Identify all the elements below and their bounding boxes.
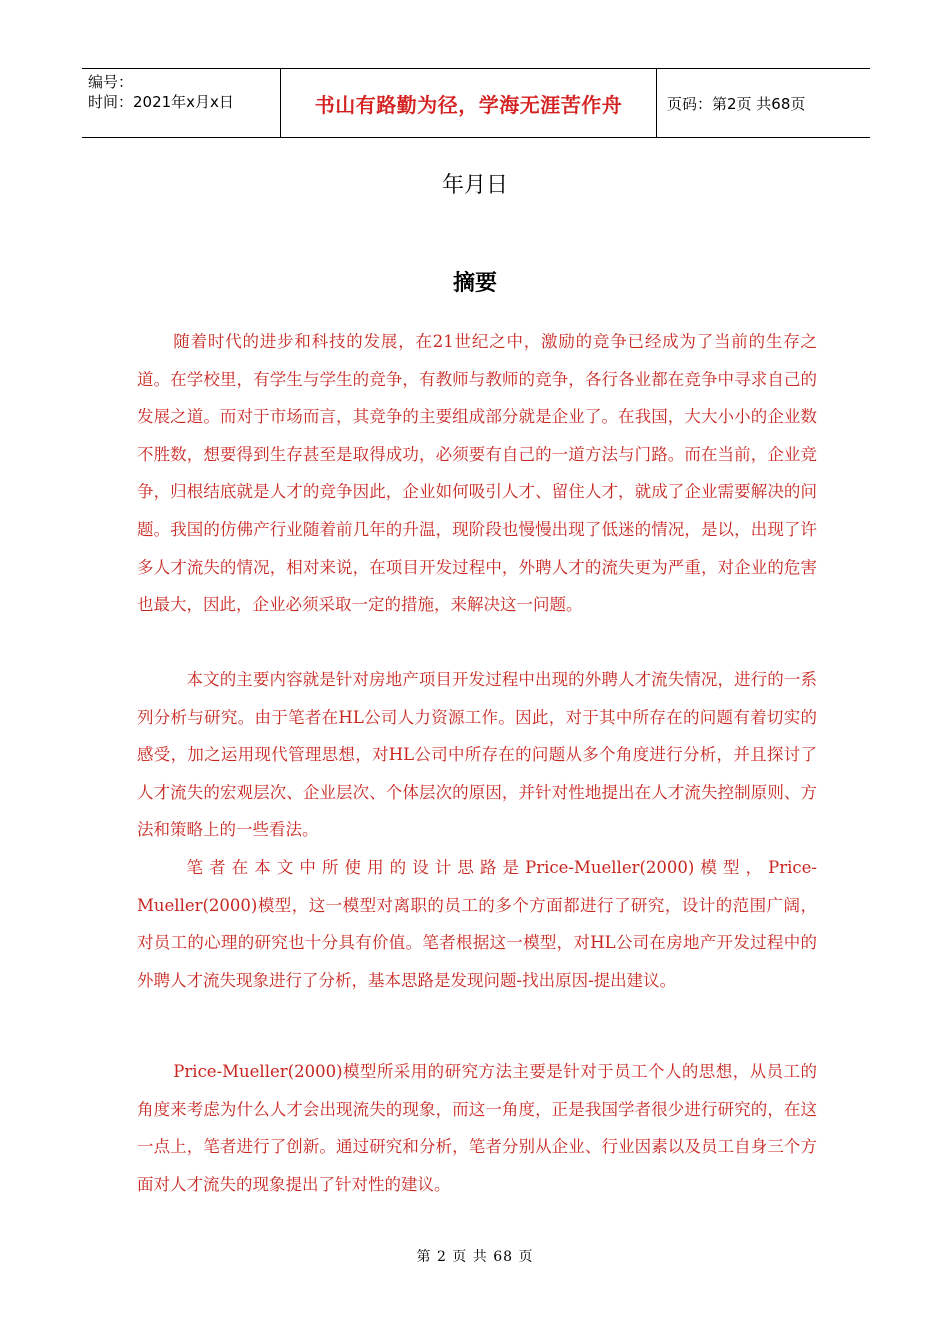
abstract-paragraph (137, 1053, 817, 1203)
header-motto: 书山有路勤为径，学海无涯苦作舟 (281, 69, 657, 137)
abstract-title: 摘要 (452, 271, 497, 296)
abstract-paragraph (137, 661, 817, 849)
number-label: 编号： (88, 73, 134, 91)
abstract-paragraph (137, 323, 817, 624)
paragraph-text: 随着时代的进步和科技的发展，在21世纪之中，激励的竞争已经成为了当前的生存之道。在学校里，有学生与学生的竞争，有教师与教师的竞争，各行各业都在竞争中寻求自己的发展之道。而对于市场而言，其竞争的主要组成部分就是企业了。在我国，大大小小的企业数不胜数，想要得到生存甚至是取得成功，必须要有自己的一道方法与门路。而在当前，企业竞争，归根结底就是人才的竞争因此，企业如何吸引人才、留住人才，就成了企业需要解决的问题。我国的仿佛产行业随着前几年的升温，现阶段也慢慢出现了低迷的情况，是以，出现了许多人才流失的情况，相对来说，在项目开发过程中，外聘人才的流失更为严重，对企业的危害也最大，因此，企业必须采取一定的措施，来解决这一问题。 (137, 332, 817, 615)
header-meta (82, 69, 281, 137)
header-page-info: 页码：第2页 共68页 (667, 94, 806, 113)
abstract-paragraph (137, 849, 817, 999)
paragraph-text: 笔者在本文中所使用的设计思路是Price-Mueller(2000)模型，Price-Mueller(2000)模型，这一模型对离职的员工的多个方面都进行了研究，设计的范围广阔，对员工的心理的研究也十分具有价值。笔者根据这一模型，对HL公司在房地产开发过程中的外聘人才流失现象进行了分析，基本思路是发现问题-找出原因-提出建议。 (137, 858, 817, 990)
paragraph-text: 本文的主要内容就是针对房地产项目开发过程中出现的外聘人才流失情况，进行的一系列分析与研究。由于笔者在HL公司人力资源工作。因此，对于其中所存在的问题有着切实的感受，加之运用现代管理思想，对HL公司中所存在的问题从多个角度进行分析，并且探讨了人才流失的宏观层次、企业层次、个体层次的原因，并针对性地提出在人才流失控制原则、方法和策略上的一些看法。 (137, 670, 817, 840)
document-header (82, 68, 870, 138)
page-footer: 第 2 页 共 68 页 (416, 1249, 534, 1265)
date-line: 年月日 (441, 173, 508, 198)
time-label: 时间：2021年x月x日 (88, 93, 234, 111)
paragraph-text: Price-Mueller(2000)模型所采用的研究方法主要是针对于员工个人的思想，从员工的角度来考虑为什么人才会出现流失的现象，而这一角度，正是我国学者很少进行研究的，在这一点上，笔者进行了创新。通过研究和分析，笔者分别从企业、行业因素以及员工自身三个方面对人才流失的现象提出了针对性的建议。 (137, 1062, 817, 1194)
